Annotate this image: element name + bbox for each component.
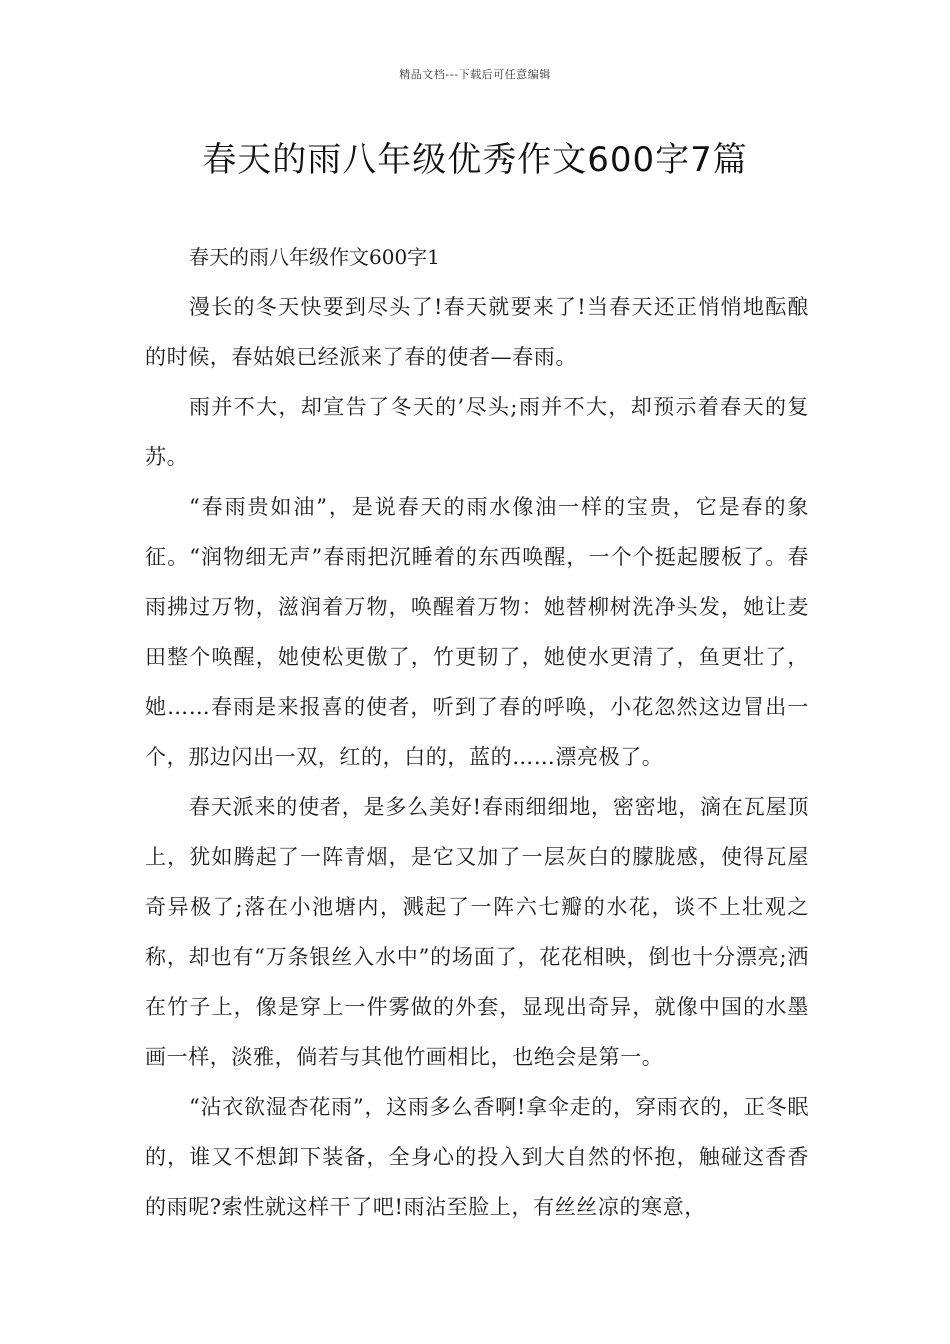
document-body <box>145 232 809 1232</box>
paragraph: 春天派来的使者，是多么美好!春雨细细地，密密地，滴在瓦屋顶上，犹如腾起了一阵青烟，是它又加了一层灰白的朦胧感，使得瓦屋奇异极了;落在小池塘内，溅起了一阵六七瓣的水花，谈不上壮观之称，却也有“万条银丝入水中”的场面了，花花相映，倒也十分漂亮;洒在竹子上，像是穿上一件雾做的外套，显现出奇异，就像中国的水墨画一样，淡雅，倘若与其他竹画相比，也绝会是第一。 <box>145 795 809 1069</box>
document-title: 春天的雨八年级优秀作文600字7篇 <box>202 140 748 180</box>
paragraph: “春雨贵如油”，是说春天的雨水像油一样的宝贵，它是春的象征。“润物细无声”春雨把沉睡着的东西唤醒，一个个挺起腰板了。春雨拂过万物，滋润着万物，唤醒着万物：她替柳树洗净头发，她让麦田整个唤醒，她使松更傲了，竹更韧了，她使水更清了，鱼更壮了，她……春雨是来报喜的使者，听到了春的呼唤，小花忽然这边冒出一个，那边闪出一双，红的，白的，蓝的……漂亮极了。 <box>145 495 809 769</box>
header-note: 精品文档---下载后可任意编辑 <box>399 68 551 81</box>
essay-subheading: 春天的雨八年级作文600字1 <box>189 245 440 269</box>
paragraph: 漫长的冬天快要到尽头了!春天就要来了!当春天还正悄悄地酝酿的时候，春姑娘已经派来了春的使者—春雨。 <box>145 295 809 369</box>
paragraph: 雨并不大，却宣告了冬天的’尽头;雨并不大，却预示着春天的复苏。 <box>145 395 809 469</box>
paragraph: “沾衣欲湿杏花雨”，这雨多么香啊!拿伞走的，穿雨衣的，正冬眠的，谁又不想卸下装备，全身心的投入到大自然的怀抱，触碰这香香的雨呢?索性就这样干了吧!雨沾至脸上，有丝丝凉的寒意， <box>145 1095 809 1219</box>
